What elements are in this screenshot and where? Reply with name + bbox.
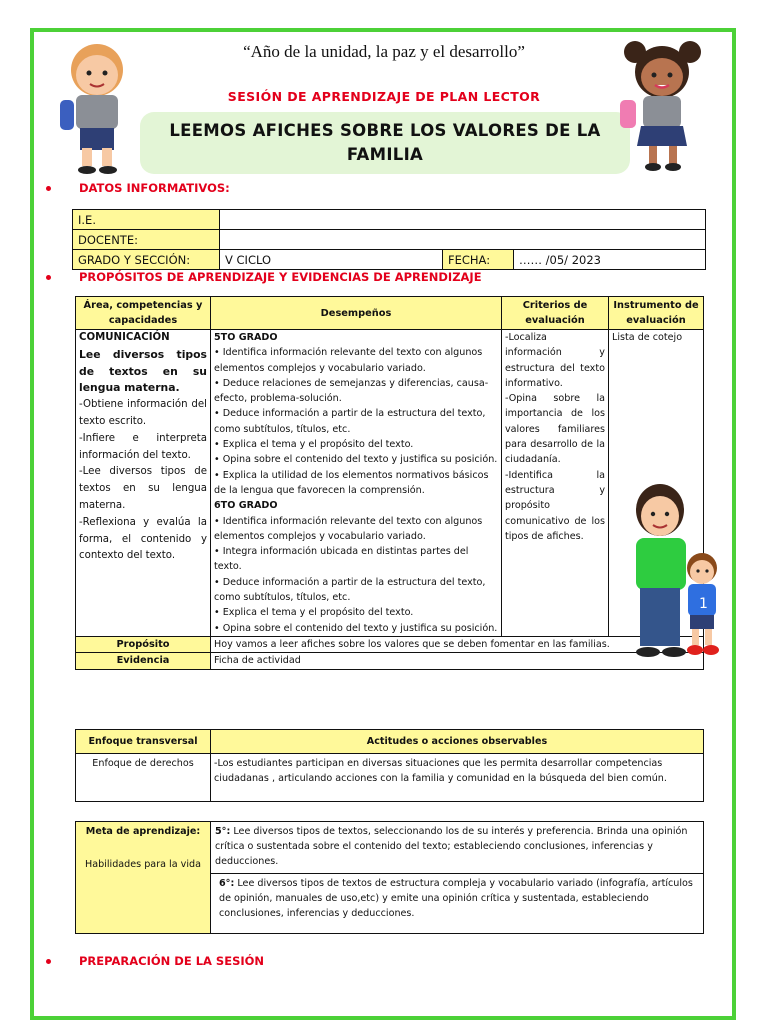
main-title-banner <box>140 112 630 174</box>
enfoque-header: Enfoque transversal <box>76 730 211 754</box>
meta-6-text: 6°: Lee diversos tipos de textos de estructura compleja y vocabulario variado (infografía, artículos de opinión, manuales de uso,etc) y emite una opinión crítica y sustentada, estableciendo conclusiones, inferencias y deducciones. <box>211 874 704 934</box>
enfoque-text: -Los estudiantes participan en diversas situaciones que les permita desarrollar competencias ciudadanas , articulando acciones con la familia y comunidad en la búsqueda del bien común. <box>211 754 704 802</box>
datos-heading: DATOS INFORMATIVOS: <box>46 181 230 195</box>
fecha-label: FECHA: <box>443 250 514 270</box>
evidencia-value: Ficha de actividad <box>211 653 704 669</box>
evidencia-label: Evidencia <box>76 653 211 669</box>
motto: “Año de la unidad, la paz y el desarrollo” <box>243 42 525 61</box>
desempeno-item: • Opina sobre el contenido del texto y justifica su posición. <box>214 622 498 634</box>
capacidad-item: -Reflexiona y evalúa la forma, el contenido y contexto del texto. <box>79 516 207 562</box>
proposito-label: Propósito <box>76 636 211 652</box>
area-cell <box>76 330 211 637</box>
criterio-item: -Localiza información y estructura del texto informativo. <box>505 332 605 389</box>
preparacion-heading: PREPARACIÓN DE LA SESIÓN <box>46 954 264 968</box>
bullet-icon <box>46 186 51 191</box>
header-instrumento: Instrumento de evaluación <box>609 297 704 330</box>
desempenos-cell <box>211 330 502 637</box>
boy-illustration <box>52 40 142 175</box>
session-title: SESIÓN DE APRENDIZAJE DE PLAN LECTOR <box>227 89 541 104</box>
grado-label: GRADO Y SECCIÓN: <box>73 250 220 270</box>
bullet-icon <box>46 275 51 280</box>
meta-cell <box>76 822 211 934</box>
bullet-icon <box>46 959 51 964</box>
main-title-line1: LEEMOS AFICHES SOBRE LOS VALORES DE LA <box>169 121 601 140</box>
datos-table <box>72 209 706 270</box>
docente-label: DOCENTE: <box>73 230 220 250</box>
capacidad-item: -Obtiene información del texto escrito. <box>79 399 207 427</box>
grado-value: V CICLO <box>220 250 443 270</box>
header-criterios: Criterios de evaluación <box>502 297 609 330</box>
desempeno-item: • Deduce información a partir de la estructura del texto, como subtítulos, títulos, etc. <box>214 408 486 435</box>
meta-5-text: 5°: Lee diversos tipos de textos, seleccionando los de su interés y preferencia. Brinda una opinión crítica o sustentada sobre el contenido del texto; estableciendo conclusiones, inferencias y deducciones. <box>211 822 704 874</box>
enfoque-table <box>75 729 704 802</box>
criterio-item: -Identifica la estructura y propósito comunicativo de los tipos de afiches. <box>505 469 605 542</box>
proposito-value: Hoy vamos a leer afiches sobre los valores que se deben fomentar en las familias. <box>211 636 704 652</box>
actitudes-header: Actitudes o acciones observables <box>211 730 704 754</box>
competencias-table <box>75 296 704 670</box>
desempeno-item: • Integra información ubicada en distintas partes del texto. <box>214 546 469 573</box>
desempeno-item: • Identifica información relevante del texto con algunos elementos complejos y vocabulario variado. <box>214 515 483 542</box>
grado5-title: 5TO GRADO <box>214 332 278 343</box>
ie-value <box>220 210 706 230</box>
ie-label: I.E. <box>73 210 220 230</box>
desempeno-item: • Explica el tema y el propósito del texto. <box>214 607 414 619</box>
habilidades-label: Habilidades para la vida <box>85 859 201 870</box>
competencia: Lee diversos tipos de textos en su lengua materna. <box>79 347 207 395</box>
meta-table <box>75 821 704 934</box>
desempeno-item: • Deduce relaciones de semejanzas y diferencias, causa-efecto, problema-solución. <box>214 377 489 405</box>
girl-illustration <box>615 38 710 173</box>
desempeno-item: • Opina sobre el contenido del texto y justifica su posición. <box>214 454 498 466</box>
desempeno-item: • Identifica información relevante del texto con algunos elementos complejos y vocabulario variado. <box>214 347 483 374</box>
header-desempenos: Desempeños <box>211 297 502 330</box>
meta-label: Meta de aprendizaje: <box>85 826 201 837</box>
desempeno-item: • Explica el tema y el propósito del texto. <box>214 439 414 451</box>
criterio-item: -Opina sobre la importancia de los valores familiares para desarrollo de la ciudadanía. <box>505 393 605 466</box>
family-illustration <box>624 482 724 660</box>
enfoque-name: Enfoque de derechos <box>76 754 211 802</box>
desempeno-item: • Deduce información a partir de la estructura del texto, como subtítulos, títulos, etc. <box>214 576 486 604</box>
fecha-value: …… /05/ 2023 <box>514 250 706 270</box>
instrumento-cell: Lista de cotejo <box>609 330 704 637</box>
grado6-title: 6TO GRADO <box>214 500 278 512</box>
capacidad-item: -Infiere e interpreta información del texto. <box>79 432 207 461</box>
header-area: Área, competencias y capacidades <box>76 297 211 330</box>
docente-value <box>220 230 706 250</box>
propositos-heading: PROPÓSITOS DE APRENDIZAJE Y EVIDENCIAS DE APRENDIZAJE <box>46 270 482 284</box>
capacidad-item: -Lee diversos tipos de textos en su lengua materna. <box>79 466 207 511</box>
area-title: COMUNICACIÓN <box>79 332 170 343</box>
criterios-cell <box>502 330 609 637</box>
main-title-line2: FAMILIA <box>346 145 424 164</box>
svg-text:1: 1 <box>699 596 708 612</box>
desempeno-item: • Explica la utilidad de los elementos normativos básicos de la lengua que favorecen la comprensión. <box>214 469 489 496</box>
